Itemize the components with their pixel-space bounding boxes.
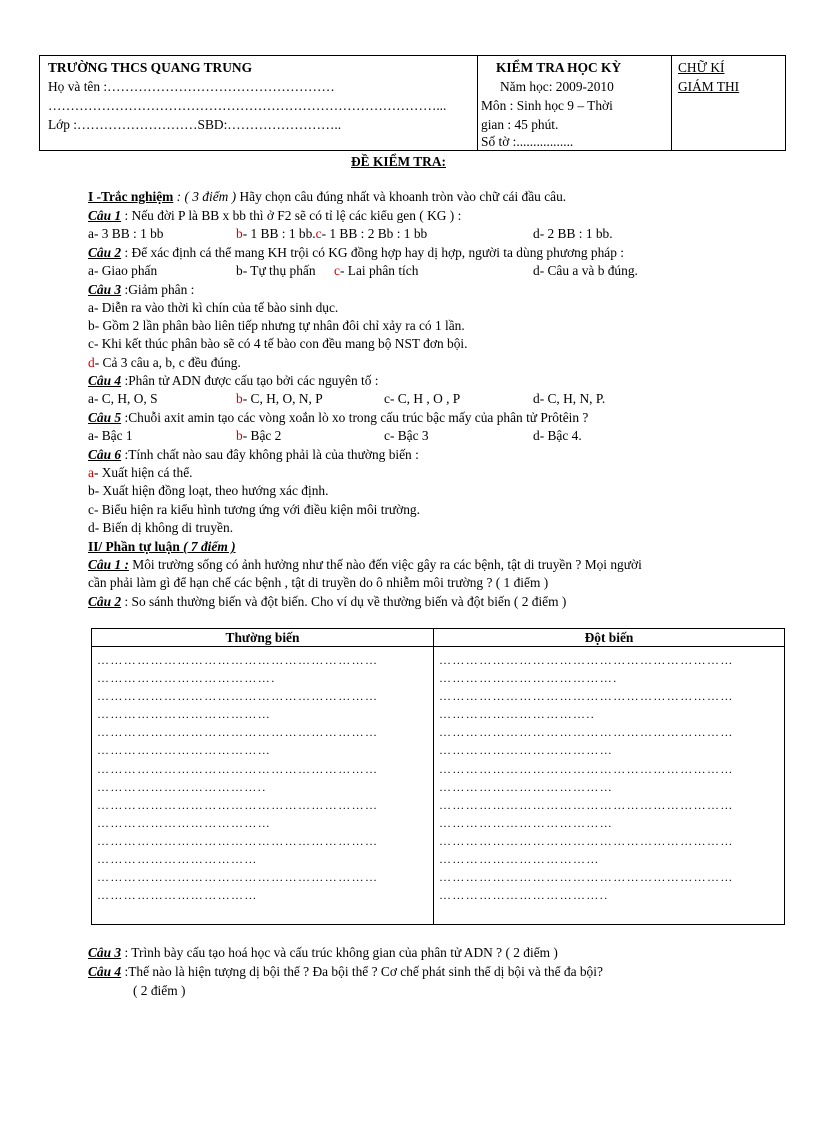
mutation-answer-lines: [434, 647, 784, 904]
q1-option-d[interactable]: d- 2 BB : 1 bb.: [533, 226, 613, 241]
essay-question-3: [88, 944, 558, 962]
left-answer-line: ………………………………………………………: [97, 797, 379, 812]
signature-label: CHỮ KÍ: [678, 60, 725, 75]
q3-option-a[interactable]: a- Diễn ra vào thời kì chín của tế bào sinh dục.: [88, 300, 339, 315]
q1-c-text: - 1 BB : 2 Bb : 1 bb: [321, 226, 428, 241]
right-answer-line: …………………………………………………………: [439, 653, 734, 667]
right-answer-line: ………………………………….: [439, 671, 618, 686]
q2-c-text: - Lai phân tích: [339, 263, 419, 278]
q6-option-c[interactable]: c- Biểu hiện ra kiểu hình tương ứng với điều kiện môi trường.: [88, 502, 420, 517]
question-2: [88, 244, 624, 262]
name-dots: ……………………………………………………………………………...: [48, 98, 447, 113]
part2-heading: [88, 538, 236, 556]
modification-answer-lines: [92, 647, 433, 904]
signature-cell: [672, 56, 785, 150]
question-6: [88, 446, 419, 464]
essay-q2-label: Câu 2: [88, 594, 122, 609]
proctor-label: GIÁM THI: [678, 79, 740, 94]
q1-c-letter: c: [315, 226, 322, 241]
column-header-modification: Thường biến: [92, 629, 434, 647]
name-field[interactable]: Họ và tên :……………………………………………: [48, 79, 335, 94]
q5-b-letter: b: [236, 428, 243, 443]
q1-b-letter: b: [236, 226, 243, 241]
exam-heading: ĐỀ KIỂM TRA:: [351, 154, 446, 169]
q5-option-a[interactable]: a- Bậc 1: [88, 428, 133, 443]
q1-option-b[interactable]: [236, 225, 427, 243]
q2-option-a[interactable]: a- Giao phấn: [88, 263, 158, 278]
q3-d-letter: d: [88, 355, 95, 370]
q6-option-a[interactable]: [88, 464, 192, 482]
essay-q1-text-cont: cần phải làm gì để hạn chế các bệnh , tật di truyền do ô nhiễm môi trường ? ( 1 điểm ): [88, 575, 549, 590]
q4-option-c[interactable]: c- C, H , O , P: [384, 391, 461, 406]
q3-option-b[interactable]: b- Gồm 2 lần phân bào liên tiếp nhưng tự nhân đôi chỉ xảy ra có 1 lần.: [88, 318, 465, 333]
q4-label: Câu 4: [88, 373, 122, 388]
left-answer-line: …………………………………: [97, 815, 272, 830]
q3-option-c[interactable]: c- Khi kết thúc phân bào sẽ có 4 tế bào con đều mang bộ NST đơn bội.: [88, 336, 468, 351]
q6-label: Câu 6: [88, 447, 122, 462]
comparison-table: [91, 628, 785, 925]
time-line: gian : 45 phút.: [481, 117, 559, 132]
q4-option-d[interactable]: d- C, H, N, P.: [533, 391, 606, 406]
left-answer-line: …………………………………: [97, 743, 272, 758]
essay-q4-label: Câu 4: [88, 964, 122, 979]
right-answer-line: …………………………………………………………: [439, 833, 734, 848]
part1-heading: [88, 188, 566, 206]
exam-info-cell: [478, 56, 672, 150]
q4-option-b[interactable]: [236, 390, 323, 408]
q5-option-b[interactable]: [236, 427, 281, 445]
header-box: [39, 55, 786, 151]
q6-a-letter: a: [88, 465, 94, 480]
q5-option-d[interactable]: d- Bậc 4.: [533, 428, 582, 443]
left-answer-line: ………………………………: [97, 888, 258, 903]
q1-label: Câu 1: [88, 208, 122, 223]
q2-option-c[interactable]: [334, 262, 418, 280]
q5-label: Câu 5: [88, 410, 122, 425]
part1-title: I -Trắc nghiệm: [88, 189, 174, 204]
right-answer-line: …………………………………………………………: [439, 761, 734, 776]
column-header-mutation: Đột biến: [434, 629, 785, 647]
right-answer-line: …………………………………………………………: [439, 689, 734, 704]
right-answer-line: …………………………………: [439, 743, 614, 758]
right-answer-line: ………………………………..: [439, 888, 609, 903]
right-answer-line: …………………………………………………………: [439, 870, 734, 885]
student-info-cell: [40, 56, 478, 150]
modification-answer-cell[interactable]: [92, 647, 434, 925]
q4-b-text: - C, H, O, N, P: [242, 391, 323, 406]
mutation-answer-cell[interactable]: [434, 647, 785, 925]
q1-b-text: - 1 BB : 1 bb.: [242, 226, 316, 241]
exam-title: KIỂM TRA HỌC KỲ: [496, 60, 622, 75]
right-answer-line: ……………………………..: [439, 707, 596, 722]
q2-option-b[interactable]: b- Tự thụ phấn: [236, 263, 316, 278]
right-answer-line: ………………………………: [439, 852, 600, 867]
question-4: [88, 372, 379, 390]
q4-b-letter: b: [236, 391, 243, 406]
q6-text: :Tính chất nào sau đây không phải là của thường biến :: [121, 447, 419, 462]
right-answer-line: …………………………………………………………: [439, 797, 734, 812]
part1-points: : ( 3 điểm ): [173, 189, 237, 204]
essay-q1-text: Môi trường sống có ảnh hưởng như thế nào đến việc gây ra các bệnh, tật di truyền ? Mọi người: [128, 557, 642, 572]
q1-text: : Nếu đời P là BB x bb thì ở F2 sẽ có tỉ lệ các kiểu gen ( KG ) :: [121, 208, 462, 223]
question-3: [88, 281, 194, 299]
subject-line: Môn : Sinh học 9 – Thời: [481, 98, 613, 113]
left-answer-line: ………………………………………………………: [97, 689, 379, 704]
q1-option-a[interactable]: a- 3 BB : 1 bb: [88, 226, 164, 241]
q5-option-c[interactable]: c- Bậc 3: [384, 428, 429, 443]
essay-question-2: [88, 593, 566, 611]
q5-b-text: - Bậc 2: [242, 428, 282, 443]
right-answer-line: …………………………………: [439, 815, 614, 830]
essay-q3-label: Câu 3: [88, 945, 122, 960]
q2-label: Câu 2: [88, 245, 122, 260]
table-answer-row: [92, 647, 785, 925]
essay-q3-text: : Trình bày cấu tạo hoá học và cấu trúc không gian của phân tử ADN ? ( 2 điểm ): [121, 945, 558, 960]
part2-title: II/ Phần tự luận: [88, 539, 180, 554]
school-name: TRƯỜNG THCS QUANG TRUNG: [48, 60, 252, 75]
left-answer-line: ………………………………………………………: [97, 833, 379, 848]
q3-label: Câu 3: [88, 282, 122, 297]
question-1: [88, 207, 461, 225]
q2-c-letter: c: [334, 263, 340, 278]
q3-d-text: - Cả 3 câu a, b, c đều đúng.: [94, 355, 241, 370]
essay-q2-text: : So sánh thường biến và đột biến. Cho ví dụ về thường biến và đột biến ( 2 điểm ): [121, 594, 567, 609]
essay-question-4: [88, 963, 603, 981]
q2-text: : Để xác định cá thể mang KH trội có KG đồng hợp hay dị hợp, người ta dùng phương pháp :: [121, 245, 624, 260]
q3-text: :Giảm phân :: [121, 282, 195, 297]
right-answer-line: …………………………………………………………: [439, 725, 734, 740]
question-5: [88, 409, 588, 427]
q6-option-b[interactable]: b- Xuất hiện đồng loạt, theo hướng xác định.: [88, 483, 329, 498]
part2-points: ( 7 điểm ): [179, 539, 236, 554]
table-header-row: [92, 629, 785, 647]
left-answer-line: ………………………………: [97, 852, 258, 867]
essay-q1-label: Câu 1 :: [88, 557, 129, 572]
q4-text: :Phân tử ADN được cấu tạo bởi các nguyên tố :: [121, 373, 379, 388]
q3-option-d[interactable]: [88, 354, 241, 372]
essay-question-1: [88, 556, 642, 574]
left-answer-line: ………………………………………………………: [97, 870, 379, 885]
essay-q4-points: ( 2 điểm ): [133, 983, 186, 998]
left-answer-line: ………………………………….: [97, 671, 276, 686]
left-answer-line: ………………………………………………………: [97, 725, 379, 740]
q4-option-a[interactable]: a- C, H, O, S: [88, 391, 158, 406]
q6-option-d[interactable]: d- Biến dị không di truyền.: [88, 520, 234, 535]
part1-instruction: Hãy chọn câu đúng nhất và khoanh tròn vào chữ cái đầu câu.: [236, 189, 567, 204]
q2-option-d[interactable]: d- Câu a và b đúng.: [533, 263, 638, 278]
q5-text: :Chuỗi axit amin tạo các vòng xoắn lò xo trong cấu trúc bậc mấy của phân tử Prôtêin ?: [121, 410, 589, 425]
left-answer-line: ………………………………..: [97, 779, 267, 794]
q6-a-text: - Xuất hiện cá thể.: [93, 465, 193, 480]
left-answer-line: ………………………………………………………: [97, 761, 379, 776]
school-year: Năm học: 2009-2010: [500, 79, 614, 94]
sheet-count: Số tờ :.................: [481, 134, 574, 149]
left-answer-line: …………………………………: [97, 707, 272, 722]
right-answer-line: …………………………………: [439, 779, 614, 794]
class-sbd-field[interactable]: Lớp :………………………SBD:……………………..: [48, 117, 342, 132]
left-answer-line: ………………………………………………………: [97, 653, 379, 667]
essay-q4-text: :Thế nào là hiện tượng dị bội thể ? Đa bội thể ? Cơ chế phát sinh thể dị bội và thể đa bội?: [121, 964, 603, 979]
